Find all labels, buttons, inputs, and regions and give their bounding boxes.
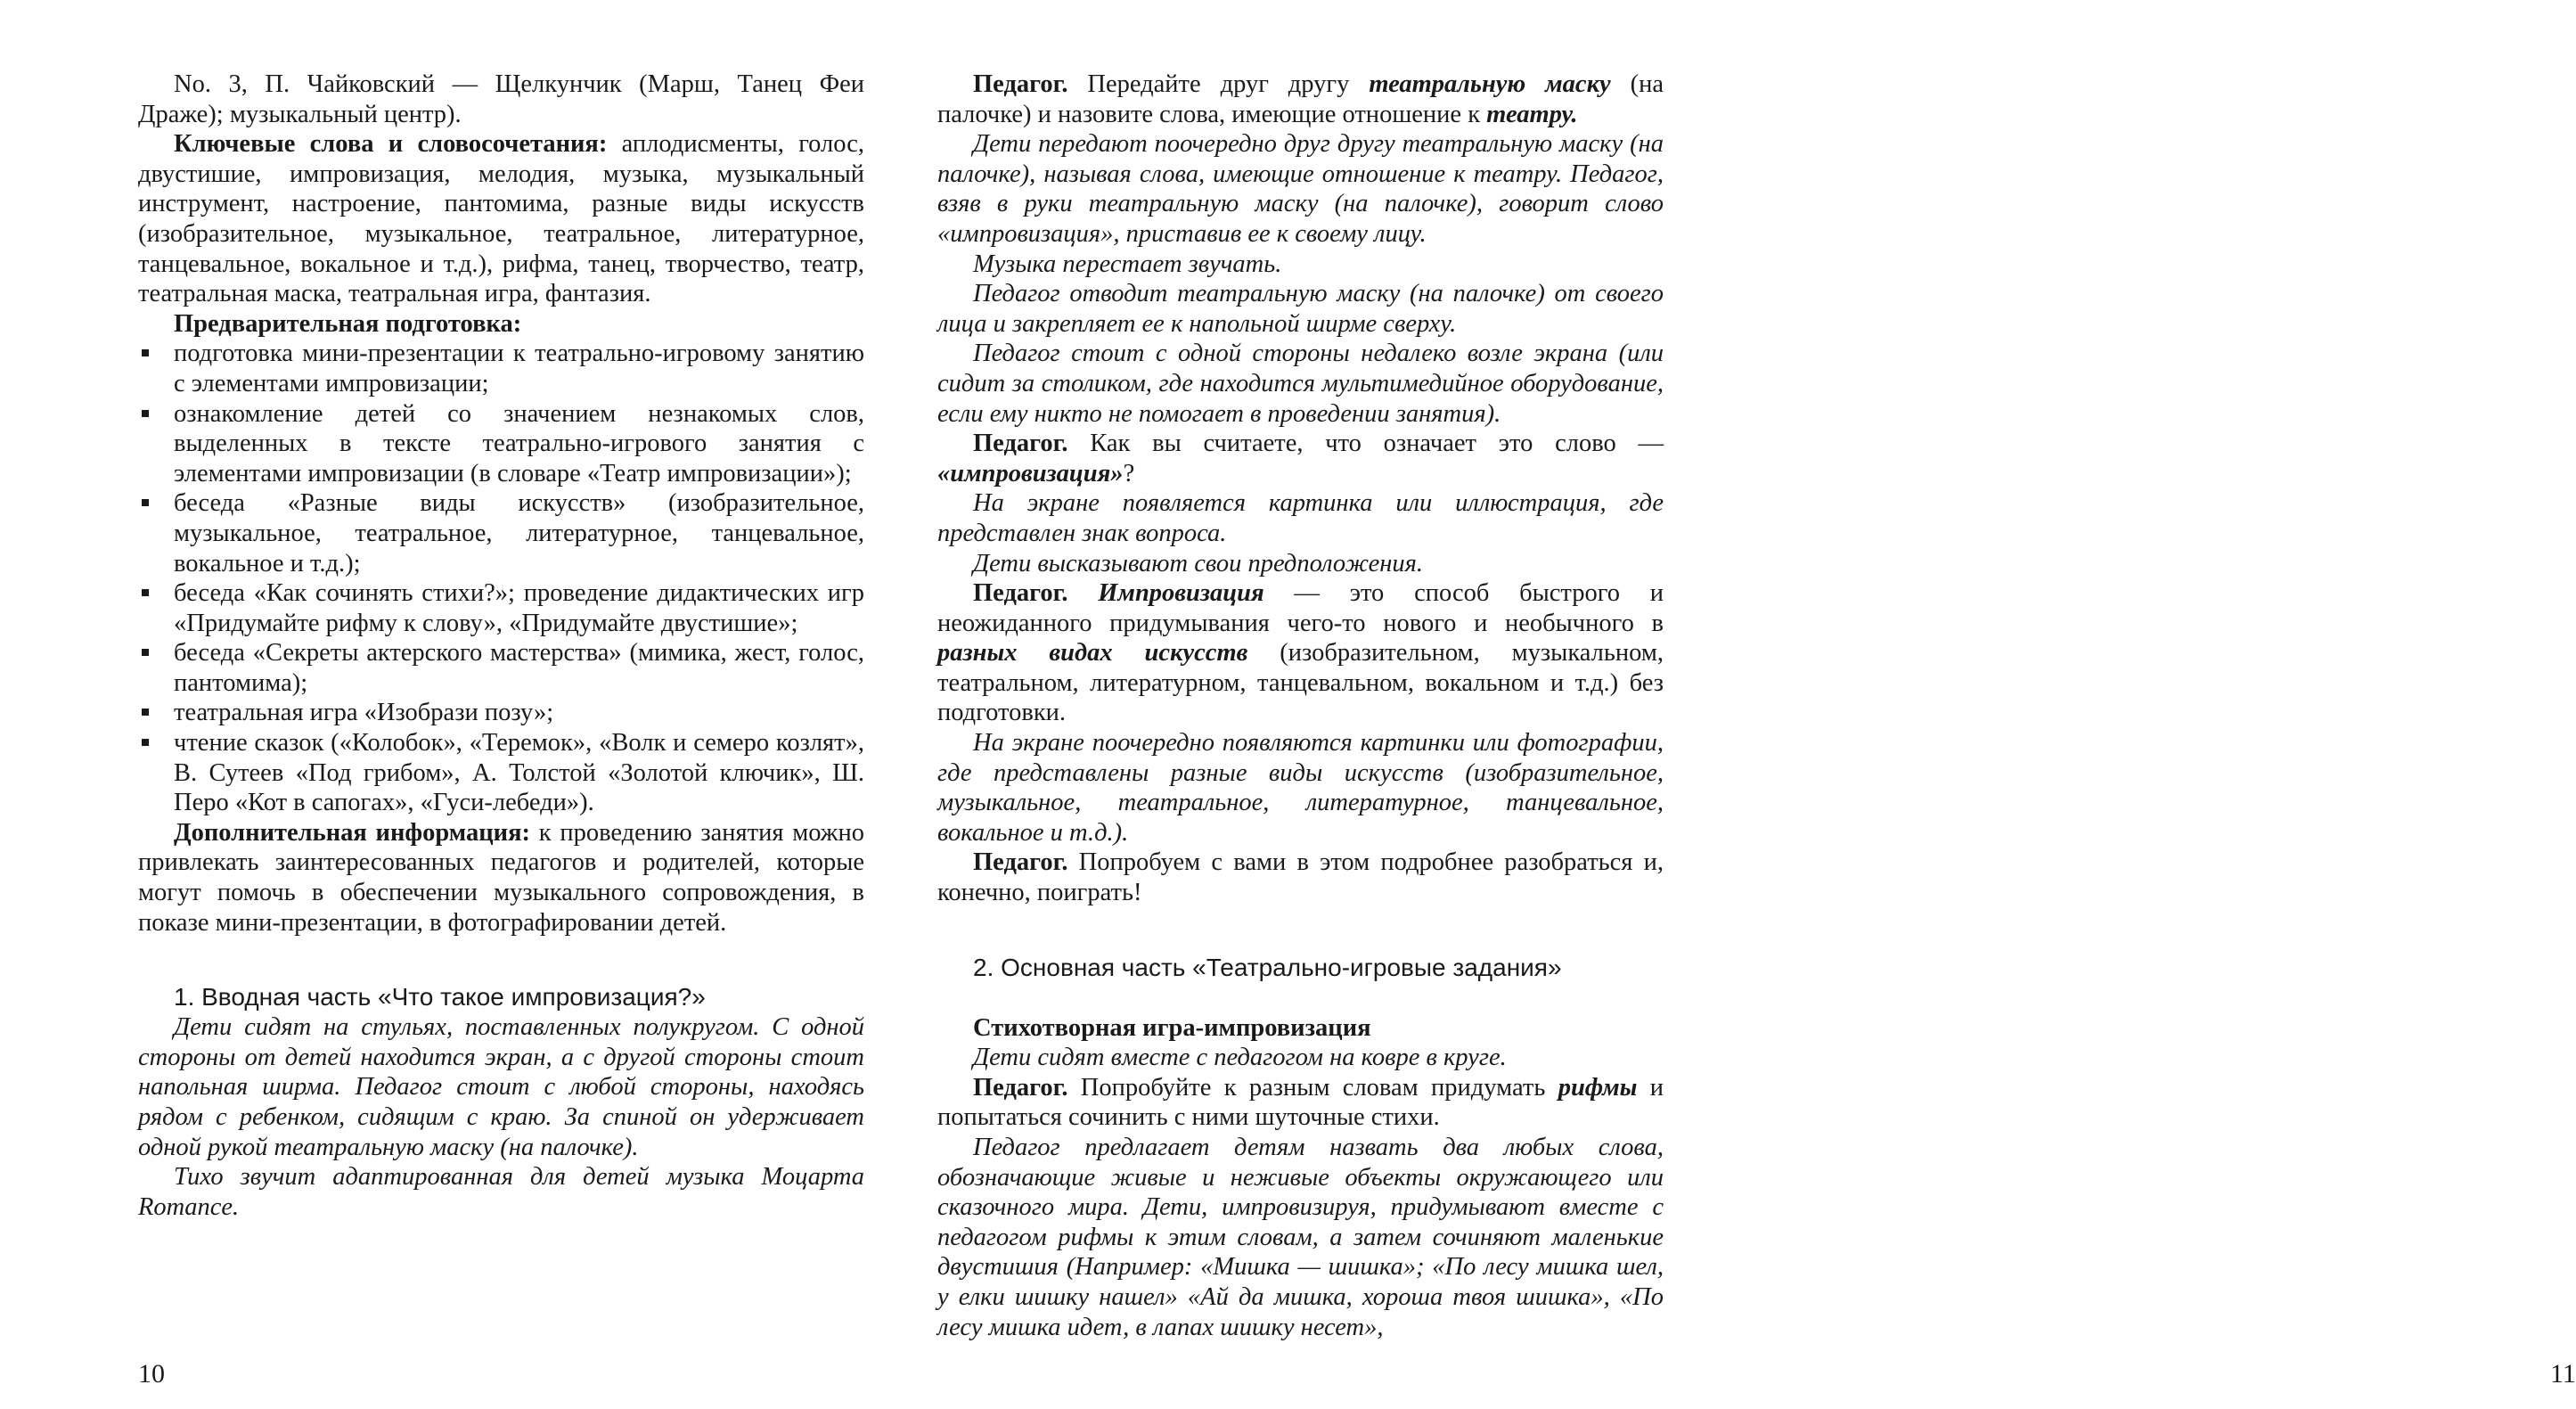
spacer: [937, 983, 1664, 1013]
right-page: [891, 0, 2576, 1409]
dialogue-text: (изобразительном, музыкальном, театральном, литературном, танцевальном, вокальном и т.д.) без подготовки.: [937, 639, 1664, 727]
speaker-label: Педагог.: [973, 1073, 1068, 1102]
stage-direction: [937, 728, 1664, 848]
direction-text: На экране поочередно появляются картинки или фотографии, где представлены разные виды искусств (изобразительное, музыкальное, театральное, литературное, танцевальное, вокальное и т.д.).: [937, 729, 1664, 847]
dialogue-text: ?: [1123, 459, 1135, 487]
prep-heading: [138, 309, 864, 340]
direction-text: Музыка перестает звучать.: [973, 250, 1282, 278]
dialogue-text: Передайте друг другу: [1067, 70, 1370, 98]
list-item: чтение сказок («Колобок», «Теремок», «Волк и семеро козлят», В. Сутеев «Под грибом», А. Толстой «Золотой ключик», Ш. Перо «Кот в сапогах», «Гуси-лебеди»).: [138, 728, 864, 818]
keywords-label: Ключевые слова и словосочетания:: [174, 130, 608, 159]
speaker-label: Педагог.: [973, 430, 1068, 458]
extra-text: к проведению занятия можно привлекать заинтересованных педагогов и родителей, которые могут помочь в обеспечении музыкального сопровождения, в показе мини-презентации, в фотографировании детей.: [138, 818, 864, 937]
keywords-text: аплодисменты, голос, двустишие, импровизация, мелодия, музыка, музыкальный инструмент, настроение, пантомима, разные виды искусств (изобразительное, музыкальное, театральное, литературное, танцевальное, вокальное и т.д.), рифма, танец, творчество, театр, театральная маска, театральная игра, фантазия.: [138, 130, 865, 308]
dialogue-paragraph-4: [937, 848, 1664, 907]
extra-info-paragraph: [138, 818, 864, 938]
prep-list: [138, 339, 864, 818]
direction-text: Педагог предлагает детям назвать два любых слова, обозначающие живые и неживые объекты окружающего или сказочного мира. Дети, импровизируя, придумывают вместе с педагогом рифмы к этим словам, а затем сочиняют маленькие двустишия (Например: «Мишка — шишка»; «По лесу мишка шел, у елки шишку нашел» «Ай да мишка, хороша твоя шишка», «По лесу мишка идет, в лапах шишку несет»,: [937, 1134, 1664, 1341]
direction-text: На экране появляется картинка или иллюстрация, где представлен знак вопроса.: [937, 489, 1664, 547]
right-column: [937, 70, 1664, 1342]
section-2-heading: 2. Основная часть «Театрально-игровые задания»: [973, 953, 1562, 981]
speaker-label: Педагог.: [973, 848, 1068, 877]
dialogue-paragraph-2: [937, 429, 1664, 488]
direction-text: Дети передают поочередно друг другу театральную маску (на палочке), называя слова, имеющие отношение к театру. Педагог, взяв в руки театральную маску (на палочке), говорит слово «импровизация», приставив ее к своему лицу.: [937, 130, 1664, 248]
emphasis-text: театру.: [1486, 100, 1578, 128]
dialogue-text: Как вы считаете, что означает это слово —: [1067, 430, 1664, 458]
left-page: [0, 0, 891, 1409]
direction-text: Дети сидят вместе с педагогом на ковре в круге.: [973, 1044, 1507, 1072]
direction-text: Педагог отводит театральную маску (на палочке) от своего лица и закрепляет ее к напольной ширме сверху.: [937, 280, 1664, 338]
list-item: театральная игра «Изобрази позу»;: [138, 698, 864, 728]
list-item: ознакомление детей со значением незнакомых слов, выделенных в тексте театрально-игрового занятия с элементами импровизации (в словаре «Театр импровизации»);: [138, 399, 864, 489]
direction-text: Педагог стоит с одной стороны недалеко возле экрана (или сидит за столиком, где находится мультимедийное оборудование, если ему никто не помогает в проведении занятия).: [937, 340, 1664, 428]
emphasis-text: «импровизация»: [937, 459, 1124, 487]
page-number-right: 11: [2550, 1359, 2576, 1389]
dialogue-paragraph-1: [937, 70, 1664, 129]
subsection-heading: Стихотворная игра-импровизация: [973, 1013, 1371, 1042]
section-1-heading: 1. Вводная часть «Что такое импровизация?»: [174, 983, 706, 1012]
stage-direction: [937, 549, 1664, 579]
stage-direction: [937, 129, 1664, 249]
intro-text-1: Дети сидят на стульях, поставленных полукругом. С одной стороны от детей находится экран, а с другой стороны стоит напольная ширма. Педагог стоит с любой стороны, находясь рядом с ребенком, сидящим с краю. За спиной он удерживает одной рукой театральную маску (на палочке).: [138, 1013, 864, 1161]
intro-paragraph-1: [138, 1012, 864, 1162]
stage-direction: [937, 339, 1664, 429]
list-item: беседа «Разные виды искусств» (изобразительное, музыкальное, театральное, литературное, танцевальное, вокальное и т.д.);: [138, 488, 864, 578]
spacer: [937, 908, 1664, 953]
prep-label: Предварительная подготовка:: [174, 309, 522, 338]
left-column: [138, 70, 864, 1222]
list-item: беседа «Секреты актерского мастерства» (мимика, жест, голос, пантомима);: [138, 638, 864, 698]
stage-direction: [937, 1043, 1664, 1073]
dialogue-paragraph-5: [937, 1073, 1664, 1133]
dialogue-text: Попробуйте к разным словам придумать: [1067, 1073, 1558, 1102]
stage-direction: [937, 1133, 1664, 1342]
emphasis-text: разных видах искусств: [937, 639, 1248, 668]
intro-paragraph-2: [138, 1162, 864, 1222]
list-item: подготовка мини-презентации к театрально-игровому занятию с элементами импровизации;: [138, 339, 864, 398]
intro-text-2: Тихо звучит адаптированная для детей музыка Моцарта Romance.: [138, 1163, 864, 1221]
direction-text: Дети высказывают свои предположения.: [973, 549, 1423, 578]
stage-direction: [937, 250, 1664, 280]
emphasis-text: рифмы: [1558, 1073, 1638, 1102]
dialogue-text: Попробуем с вами в этом подробнее разобраться и, конечно, поиграть!: [937, 848, 1664, 907]
emphasis-text: Импровизация: [1098, 579, 1264, 608]
stage-direction: [937, 488, 1664, 548]
extra-label: Дополнительная информация:: [174, 818, 530, 847]
dialogue-text: (на палочке) и назовите слова, имеющие отношение к: [937, 70, 1664, 128]
materials-paragraph: No. 3, П. Чайковский — Щелкунчик (Марш, Танец Феи Драже); музыкальный центр).: [138, 70, 864, 128]
keywords-paragraph: [138, 129, 864, 309]
dialogue-text: и попытаться сочинить с ними шуточные стихи.: [937, 1073, 1664, 1132]
speaker-label: Педагог.: [973, 579, 1068, 608]
page-number-left: 10: [138, 1359, 165, 1389]
spacer: [138, 938, 864, 982]
speaker-label: Педагог.: [973, 70, 1068, 98]
dialogue-paragraph-3: [937, 578, 1664, 728]
stage-direction: [937, 279, 1664, 339]
emphasis-text: театральную маску: [1369, 70, 1611, 98]
dialogue-text: — это способ быстрого и неожиданного придумывания чего-то нового и необычного в: [937, 579, 1664, 637]
list-item: беседа «Как сочинять стихи?»; проведение дидактических игр «Придумайте рифму к слову», «Придумайте двустишие»;: [138, 578, 864, 638]
